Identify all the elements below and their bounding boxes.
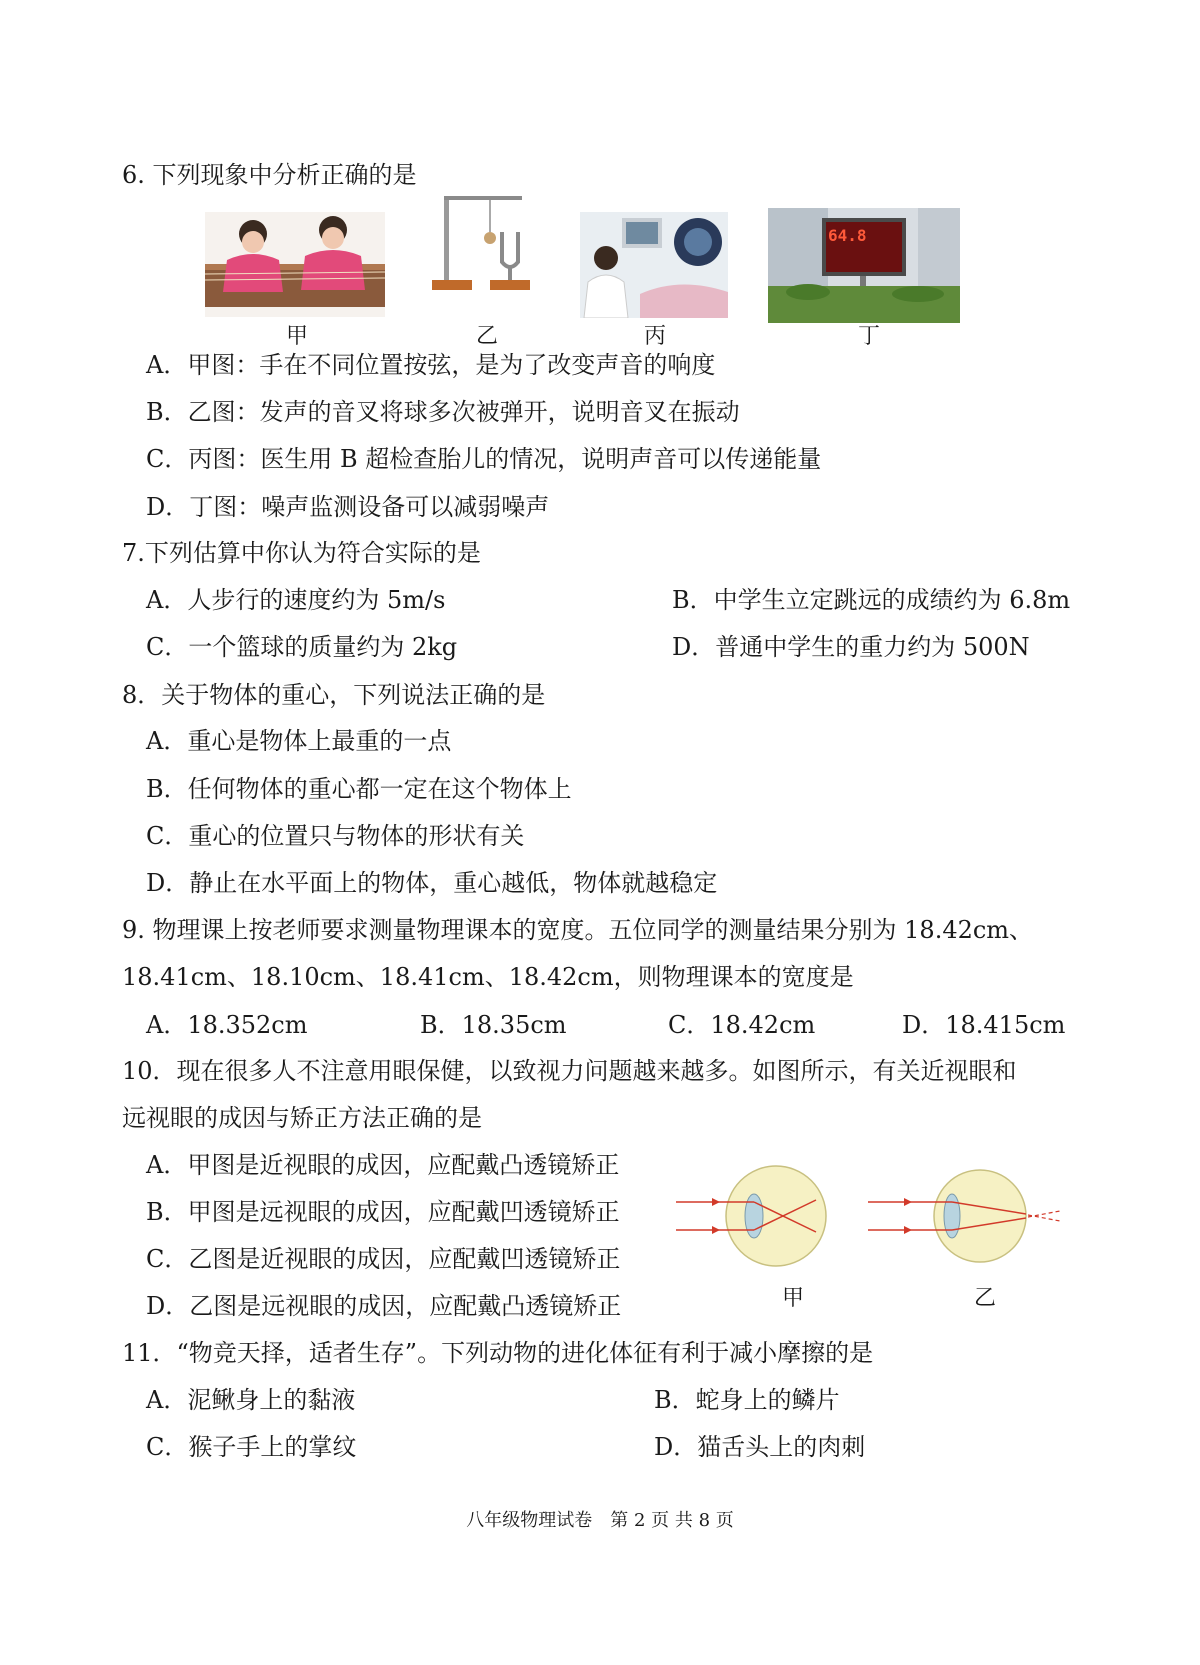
q8-option-a[interactable]: A．重心是物体上最重的一点	[146, 727, 452, 755]
q6-option-b[interactable]: B．乙图：发声的音叉将球多次被弹开，说明音叉在振动	[146, 398, 740, 426]
noise-monitor-image	[768, 208, 960, 323]
q11-option-b[interactable]: B．蛇身上的鳞片	[654, 1386, 840, 1414]
eye-diagram-yi	[868, 1160, 1068, 1280]
q11-stem: 11．“物竞天择，适者生存”。下列动物的进化体征有利于减小摩擦的是	[122, 1339, 874, 1367]
tuning-fork-image	[432, 188, 532, 296]
q8-option-b[interactable]: B．任何物体的重心都一定在这个物体上	[146, 775, 572, 803]
q8-option-c[interactable]: C．重心的位置只与物体的形状有关	[146, 822, 525, 850]
q10-stem-line1: 10．现在很多人不注意用眼保健，以致视力问题越来越多。如图所示，有关近视眼和	[122, 1057, 1017, 1085]
q11-option-a[interactable]: A．泥鳅身上的黏液	[146, 1386, 356, 1414]
q10-option-c[interactable]: C．乙图是近视眼的成因，应配戴凹透镜矫正	[146, 1245, 621, 1273]
q6-option-c[interactable]: C．丙图：医生用 B 超检查胎儿的情况，说明声音可以传递能量	[146, 445, 822, 473]
zither-players-image	[205, 212, 385, 317]
page-footer: 八年级物理试卷 第 2 页 共 8 页	[466, 1510, 734, 1531]
q11-option-d[interactable]: D．猫舌头上的肉刺	[654, 1433, 866, 1461]
q10-option-b[interactable]: B．甲图是远视眼的成因，应配戴凹透镜矫正	[146, 1198, 620, 1226]
q7-option-b[interactable]: B．中学生立定跳远的成绩约为 6.8m	[672, 586, 1071, 614]
q6-stem: 6. 下列现象中分析正确的是	[122, 161, 417, 189]
noise-monitor-reading: 64.8	[828, 226, 867, 245]
eye-diagram-jia	[676, 1160, 836, 1280]
q6-caption-yi: 乙	[476, 324, 499, 349]
q6-caption-ding: 丁	[858, 324, 881, 349]
q6-option-d[interactable]: D．丁图：噪声监测设备可以减弱噪声	[146, 493, 550, 521]
q8-stem: 8．关于物体的重心，下列说法正确的是	[122, 681, 546, 709]
q11-option-c[interactable]: C．猴子手上的掌纹	[146, 1433, 357, 1461]
q7-option-d[interactable]: D．普通中学生的重力约为 500N	[672, 633, 1030, 661]
q6-option-a[interactable]: A．甲图：手在不同位置按弦，是为了改变声音的响度	[146, 351, 716, 379]
q10-caption-jia: 甲	[782, 1286, 805, 1311]
q7-option-c[interactable]: C．一个篮球的质量约为 2kg	[146, 633, 458, 661]
q6-caption-jia: 甲	[286, 324, 309, 349]
q8-option-d[interactable]: D．静止在水平面上的物体，重心越低，物体就越稳定	[146, 869, 718, 897]
q10-option-d[interactable]: D．乙图是远视眼的成因，应配戴凸透镜矫正	[146, 1292, 622, 1320]
q9-stem-line1: 9. 物理课上按老师要求测量物理课本的宽度。五位同学的测量结果分别为 18.42cm、	[122, 916, 1034, 944]
q9-stem-line2: 18.41cm、18.10cm、18.41cm、18.42cm，则物理课本的宽度是	[122, 963, 854, 991]
q10-option-a[interactable]: A．甲图是近视眼的成因，应配戴凸透镜矫正	[146, 1151, 620, 1179]
q9-option-c[interactable]: C．18.42cm	[668, 1011, 816, 1039]
q7-stem: 7.下列估算中你认为符合实际的是	[122, 539, 481, 567]
q6-caption-bing: 丙	[644, 324, 667, 349]
q9-option-b[interactable]: B．18.35cm	[420, 1011, 567, 1039]
q7-option-a[interactable]: A．人步行的速度约为 5m/s	[146, 586, 446, 614]
q9-option-a[interactable]: A．18.352cm	[146, 1011, 308, 1039]
q10-caption-yi: 乙	[974, 1286, 997, 1311]
q10-stem-line2: 远视眼的成因与矫正方法正确的是	[122, 1104, 482, 1132]
q9-option-d[interactable]: D．18.415cm	[902, 1011, 1066, 1039]
ultrasound-image	[580, 212, 728, 318]
